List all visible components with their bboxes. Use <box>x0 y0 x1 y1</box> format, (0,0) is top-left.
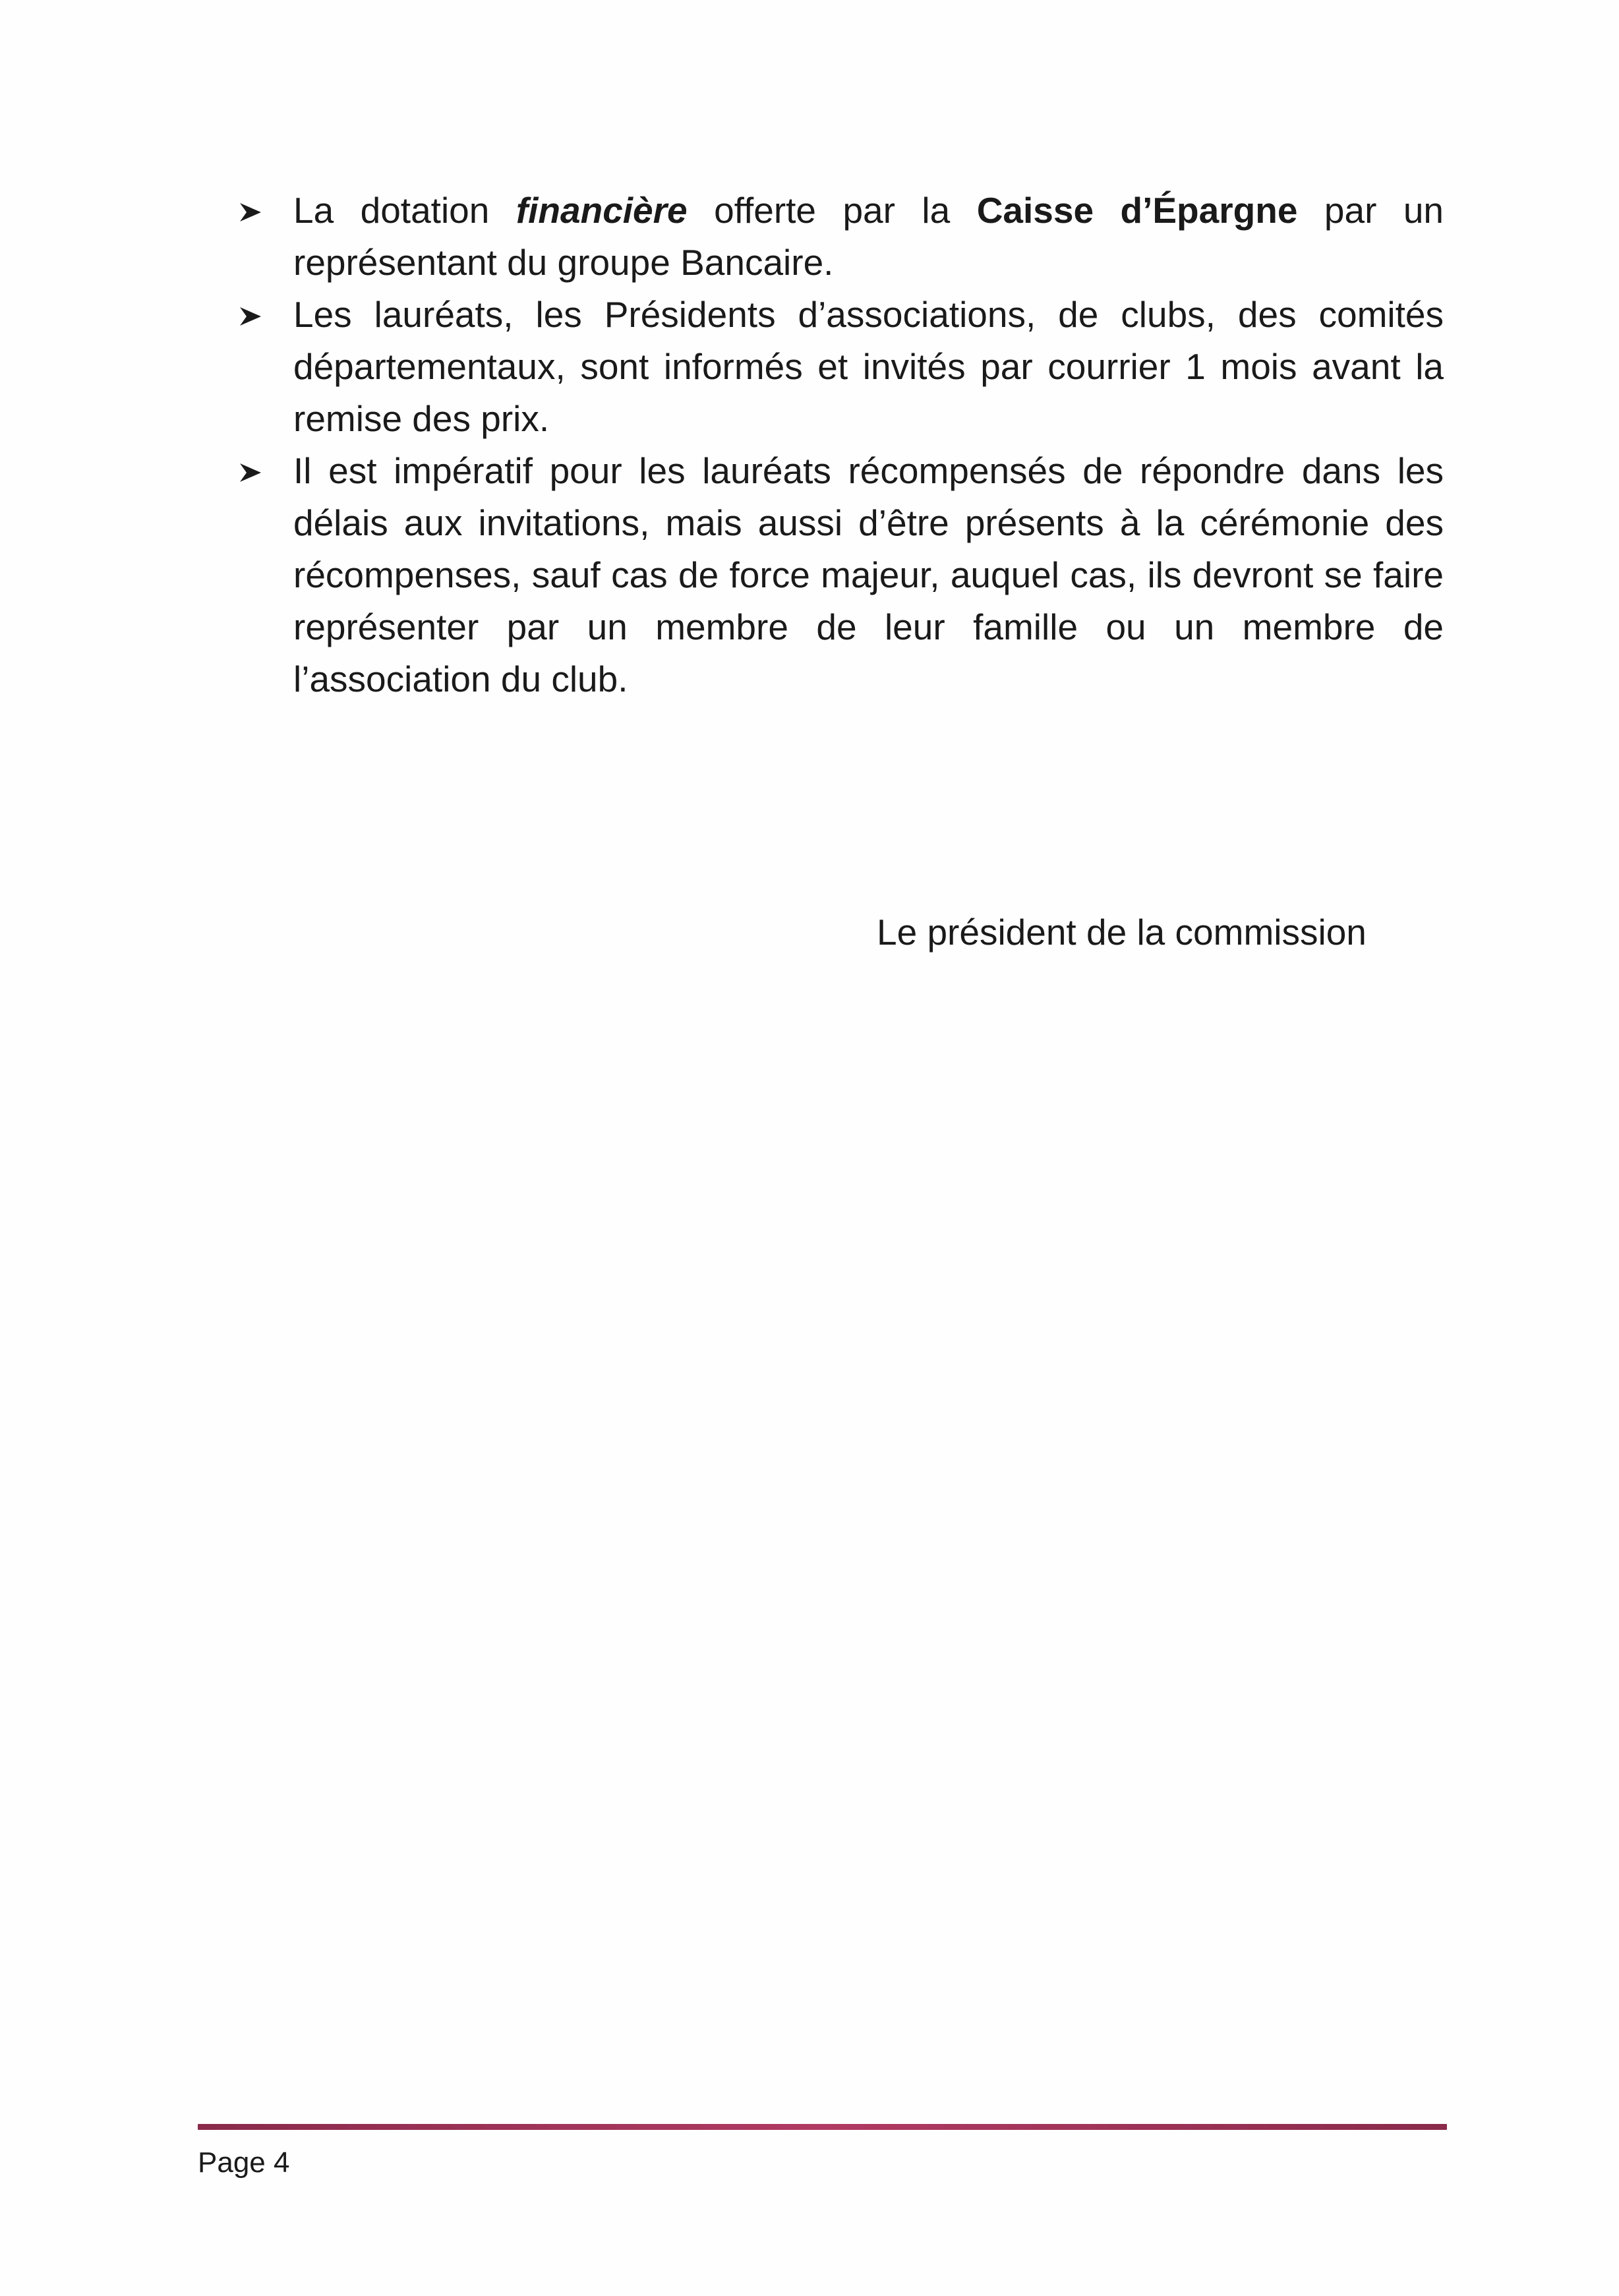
bullet-text-emphasis: financière <box>515 190 688 231</box>
bullet-item-laureats <box>237 289 1444 445</box>
bullet-text-bank-name: Caisse d’Épargne <box>976 190 1298 231</box>
bullet-item-dotation <box>237 185 1444 289</box>
bullet-text: Les lauréats, les Présidents d’associations, de clubs, des comités départementaux, sont informés et invités par courrier 1 mois avant la remise des prix. <box>293 294 1444 439</box>
bullet-text-mid: offerte par la <box>687 190 977 231</box>
signature-line: Le président de la commission <box>877 912 1367 953</box>
bullet-list <box>237 185 1444 705</box>
bullet-item-imperatif <box>237 445 1444 705</box>
bullet-text-pre: La dotation <box>293 190 516 231</box>
bullet-text: Il est impératif pour les lauréats récompensés de répondre dans les délais aux invitations, mais aussi d’être présents à la cérémonie des récompenses, sauf cas de force majeur, auquel cas, ils devront se faire représenter par un membre de leur famille ou un membre de l’association du club. <box>293 450 1444 699</box>
arrowhead-bullet-icon <box>237 199 264 225</box>
footer-rule <box>198 2124 1447 2130</box>
footer-page-number: Page 4 <box>198 2146 290 2179</box>
arrowhead-bullet-icon <box>237 303 264 330</box>
arrowhead-bullet-icon <box>237 459 264 486</box>
bullet-text-post: par un représentant du groupe Bancaire. <box>293 190 1444 283</box>
